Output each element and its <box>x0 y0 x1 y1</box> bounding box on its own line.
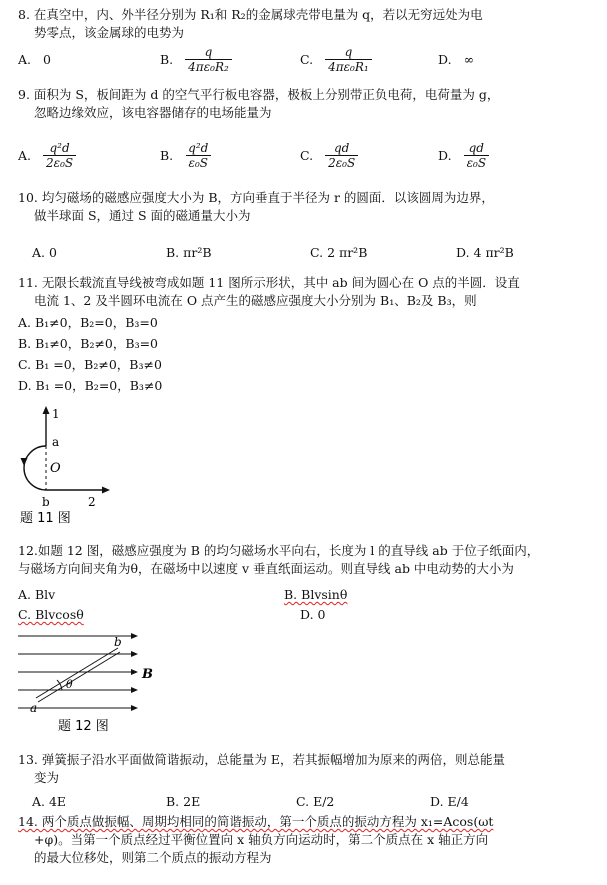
question-14-line3: 的最大位移处，则第二个质点的振动方程为 <box>34 850 272 865</box>
option-9d-denominator: ε₀S <box>464 155 489 170</box>
question-11 <box>18 274 520 310</box>
option-8d-label: D. <box>438 51 452 67</box>
question-13-line2: 变为 <box>34 770 60 785</box>
option-9a-fraction <box>43 141 76 170</box>
question-9-line1: 9. 面积为 S，板间距为 d 的空气平行板电容器，极板上分别带正负电荷，电荷量为 g， <box>18 87 500 102</box>
option-9b-label: B. <box>160 147 174 163</box>
option-12c <box>18 605 84 625</box>
option-9c-denominator: 2ε₀S <box>325 155 358 170</box>
field-arrow-1 <box>131 633 138 639</box>
option-9c <box>300 140 358 170</box>
question-8-line1: 8. 在真空中，内、外半径分别为 R₁和 R₂的金属球壳带电量为 q，若以无穷远处为电 <box>18 7 483 22</box>
question-14 <box>18 813 493 867</box>
question-13 <box>18 751 505 787</box>
option-8c-numerator: q <box>344 44 353 59</box>
option-13a: A. 4E <box>32 794 67 809</box>
option-9d <box>438 140 489 170</box>
option-9b-fraction <box>185 141 211 170</box>
question-12-line1: 12.如题 12 图，磁感应强度为 B 的均匀磁场水平向右，长度为 l 的直导线 ab 于位子纸面内， <box>18 543 540 558</box>
option-13d: D. E/4 <box>430 794 469 809</box>
option-8b-numerator: q <box>204 44 213 59</box>
field-arrow-4 <box>131 687 138 693</box>
option-9b-numerator: q²d <box>188 140 209 155</box>
option-11d: D. B₁ =0，B₂=0，B₃≠0 <box>18 378 163 393</box>
option-9d-label: D. <box>438 147 452 163</box>
question-9 <box>18 86 499 122</box>
question-10 <box>18 189 494 225</box>
figure-11 <box>8 402 138 532</box>
option-9c-fraction <box>325 141 358 170</box>
semicircle-wire <box>24 446 46 490</box>
option-8c-denominator: 4πε₀R₁ <box>325 59 372 74</box>
option-9a <box>18 140 76 170</box>
option-9a-numerator: q²d <box>49 140 70 155</box>
option-9d-fraction <box>464 141 489 170</box>
question-9-options <box>18 140 598 170</box>
option-13b: B. 2E <box>166 794 201 809</box>
option-13c: C. E/2 <box>296 794 335 809</box>
wire-1-arrow <box>43 406 50 414</box>
figure-11-label-o: O <box>50 461 61 476</box>
option-10d: D. 4 πr²B <box>456 245 514 260</box>
question-8-line2: 势零点，该金属球的电势为 <box>34 25 185 40</box>
option-8d <box>438 44 474 74</box>
figure-11-label-b: b <box>42 495 50 509</box>
question-12 <box>18 542 539 578</box>
option-9a-label: A. <box>18 147 32 163</box>
figure-12-label-theta: θ <box>66 678 73 691</box>
question-8 <box>18 6 483 42</box>
figure-11-caption: 题 11 图 <box>20 511 71 526</box>
option-11b: B. B₁≠0，B₂≠0，B₃=0 <box>18 336 159 351</box>
option-10c: C. 2 πr²B <box>310 245 368 260</box>
option-12b-text: B. Blvsinθ <box>284 587 348 602</box>
option-12d: D. 0 <box>300 607 326 622</box>
question-8-options <box>18 44 598 74</box>
figure-12-caption: 题 12 图 <box>58 719 109 734</box>
semicircle-arrow <box>21 458 28 466</box>
figure-11-label-a: a <box>52 435 60 449</box>
field-arrow-2 <box>131 651 138 657</box>
question-9-line2: 忽略边缘效应，该电容器储存的电场能量为 <box>34 105 272 120</box>
option-10a: A. 0 <box>32 245 57 260</box>
field-arrow-3 <box>131 669 138 675</box>
option-9b <box>160 140 211 170</box>
option-8a-value: 0 <box>43 51 51 67</box>
question-11-line1: 11. 无限长载流直导线被弯成如题 11 图所示形状，其中 ab 间为圆心在 O 点的半圆．设直 <box>18 275 520 290</box>
option-9d-numerator: qd <box>468 140 484 155</box>
option-12c-text: C. Blvcosθ <box>18 607 84 622</box>
question-11-line2: 电流 1、2 及半圆环电流在 O 点产生的磁感应强度大小分别为 B₁、B₂及 B₃，则 <box>34 293 477 308</box>
option-8c-fraction <box>325 45 372 74</box>
figure-11-label-1: 1 <box>52 407 60 421</box>
option-8a-label: A. <box>18 51 32 67</box>
question-10-line2: 做半球面 S，通过 S 面的磁通量大小为 <box>34 208 251 223</box>
option-8c-label: C. <box>300 51 314 67</box>
option-8d-value: ∞ <box>463 51 474 67</box>
question-10-line1: 10. 均匀磁场的磁感应强度大小为 B，方向垂直于半径为 r 的圆面．以该圆周为边界， <box>18 190 494 205</box>
option-9c-label: C. <box>300 147 314 163</box>
option-8c <box>300 44 372 74</box>
wire-2-arrow <box>102 487 110 494</box>
question-14-line2: +φ)。当第一个质点经过平衡位置向 x 轴负方向运动时，第二个质点在 x 轴正方向 <box>34 832 489 847</box>
figure-12 <box>14 628 164 738</box>
figure-12-label-b: b <box>114 635 122 649</box>
option-11c: C. B₁ =0，B₂≠0，B₃≠0 <box>18 357 162 372</box>
figure-12-label-a: a <box>30 701 38 715</box>
option-8b <box>160 44 232 74</box>
figure-11-label-2: 2 <box>88 495 96 509</box>
question-12-line2: 与磁场方向间夹角为θ，在磁场中以速度 v 垂直纸面运动。则直导线 ab 中电动势的大小为 <box>18 561 514 576</box>
option-8b-denominator: 4πε₀R₂ <box>185 59 232 74</box>
option-12b <box>284 585 347 605</box>
option-9c-numerator: qd <box>333 140 350 155</box>
question-14-line1-text: 14. 两个质点做振幅、周期均相同的简谐振动，第一个质点的振动方程为 x₁=Acos(ωt <box>18 814 494 829</box>
question-13-line1: 13. 弹簧振子沿水平面做简谐振动，总能量为 E，若其振幅增加为原来的两倍，则总能量 <box>18 752 505 767</box>
option-9a-denominator: 2ε₀S <box>43 155 76 170</box>
option-8b-fraction <box>185 45 232 74</box>
option-8b-label: B. <box>160 51 174 67</box>
field-arrow-5 <box>131 705 138 711</box>
option-12a: A. Blv <box>18 587 56 602</box>
question-14-line1 <box>18 813 493 831</box>
option-8a <box>18 44 51 74</box>
conductor-ab-edge-2 <box>38 652 120 702</box>
option-9b-denominator: ε₀S <box>186 155 211 170</box>
option-10b: B. πr²B <box>166 245 212 260</box>
option-11a: A. B₁≠0，B₂=0，B₃=0 <box>18 315 158 330</box>
figure-12-label-B: B <box>142 667 153 682</box>
